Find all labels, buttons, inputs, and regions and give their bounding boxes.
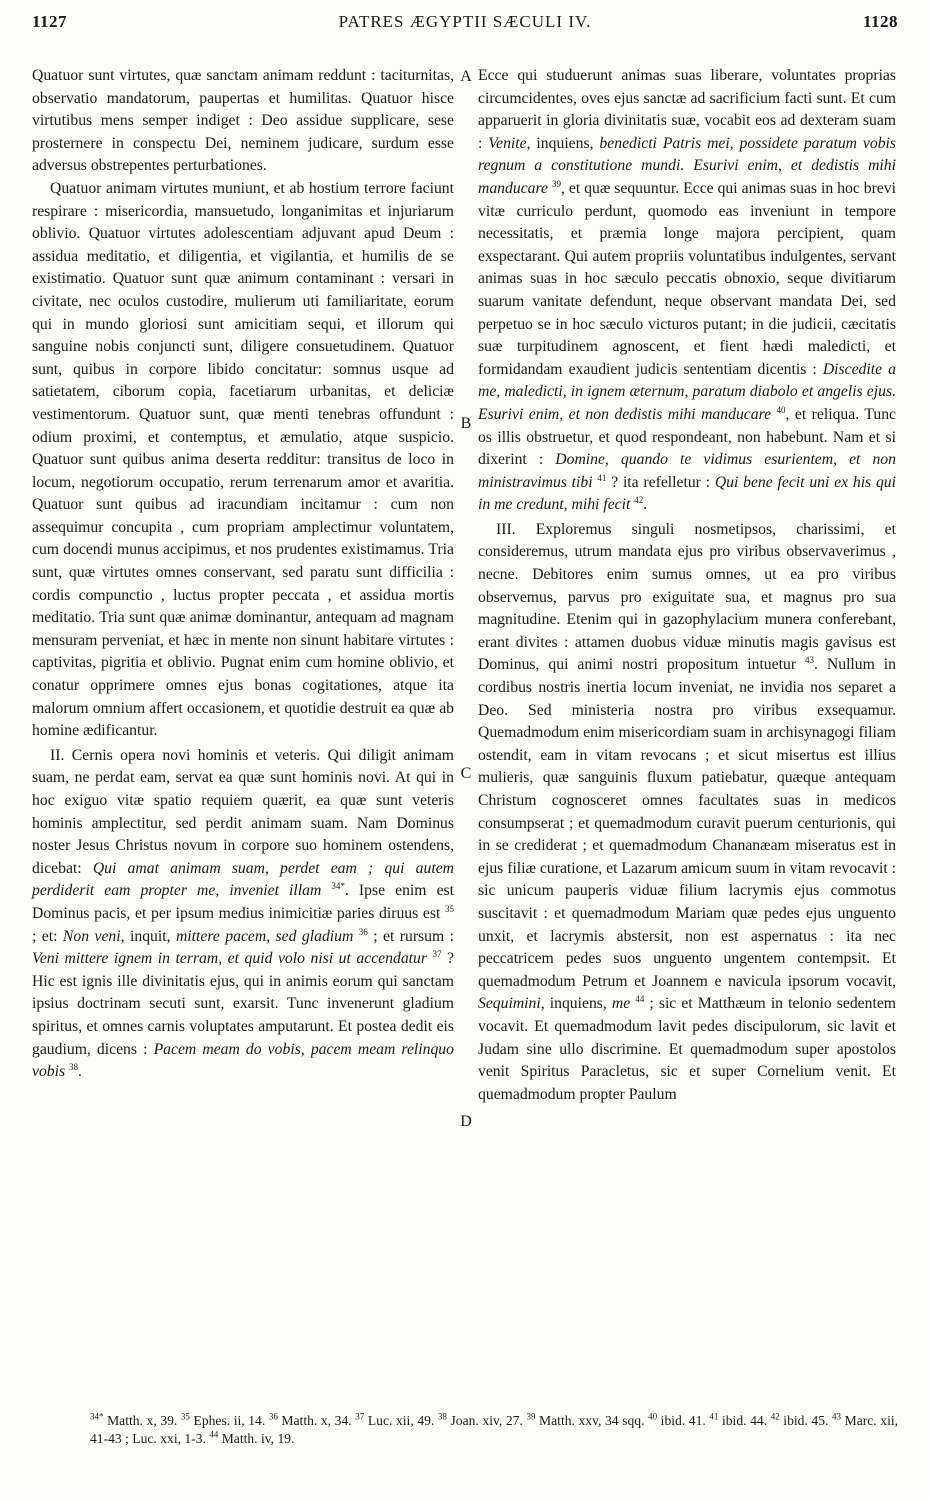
section-paragraph: II. Cernis opera novi hominis et veteris. Qui diligit animam suam, ne perdat eam, servat ea quæ sunt hominis novi. At qui in hoc exiguo vitæ spatio requiem quærit, ea quæ sunt veteris hominis amplectitur, sed perdit animam suam. Nam Dominus noster Jesus Christus novum in corpore suo hominem ostendens, dicebat: Qui amat animam suam, perdet eam ; qui autem perdiderit eam propter me, inveniet illam $^{34*}$. Ipse enim est Dominus pacis, et per ipsum medius inimicitiæ paries diruus est $^{35}$ ; et: Non veni, inquit, mittere pacem, sed gladium $^{36}$ ; et rursum : Veni mittere ignem in terram, et quid volo nisi ut accendatur $^{37}$ ? Hic est ignis ille divinitatis ejus, qui in animis eorum qui sanctam ipsius doctrinam secuti sunt, exarsit. Tunc invenerunt gladium spiritus, et omnes carnis voluptates amputarunt. Et postea dedit eis gaudium, dicens : Pacem meam do vobis, pacem meam relinquo vobis $^{38}$. [32,746,455,1081]
paragraph: Quatuor animam virtutes muniunt, et ab hostium terrore faciunt respirare : misericordia, mansuetudo, longanimitas et injuriarum oblivio. Quatuor virtutes adolescentiam adjuvant apud Deum : assidua meditatio, et diligentia, et vigilantia, et humilis de se existimatio. Quatuor sunt quæ animum contaminant : versari in civitate, nec oculos custodire, mulierum uti familiaritate, eorum qui in mundo gloriosi sunt amicitiam sequi, et illorum qui sanguine nobis conjuncti sunt, diligere consuetudinem. Quatuor sunt, quibus in corpore libido concitatur: somnus usque ad satietatem, ciborum copia, facetiarum urbanitas, et deliciæ vestimentorum. Quatuor sunt, quæ menti tenebras offundunt : odium proximi, et contemptus, et æmulatio, atque suspicio. Quatuor sunt quibus anima deserta redditur: transitus de loco in locum, negotiorum occupatio, rerum terrenarum amor et avaritia. Quatuor sunt quibus ad iracundiam incitamur : cum non assequimur concupita , cum propriam amplectimur voluntatem, cum docendi munus accipimus, et nos prudentes existimamus. Tria sunt, quæ virtutes omnes conservant, sed paratu sunt difficilia : cordis compunctio , luctus propter peccata , et assidua mortis meditatio. Tria sunt quæ animæ dominantur, antequam ad magnam mensuram perveniat, et hæc in mente non sinunt habitare virtutes : captivitas, pigritia et oblivio. Pugnat enim cum homine oblivio, et conatur opprimere omnes ejus bonas cogitationes, atque ita malorum omnium affert occasionem, et quotidie destruit ea quæ ab homine ædificantur. [32,179,454,740]
paragraph: Quatuor sunt virtutes, quæ sanctam animam reddunt : taciturnitas, observatio mandatorum, paupertas et humilitas. Quatuor hisce virtutibus mens semper indiget : Deo assidue supplicare, sese prosternere in conspectu Dei, neminem judicare, surdum esse adversus obstrepentes perturbationes. [32,67,454,175]
running-title: PATRES ÆGYPTII SÆCULI IV. [338,12,592,31]
right-column [478,65,896,1106]
margin-letter-b: B [460,415,472,432]
page-number-left: 1127 [32,12,68,31]
margin-letter-c: C [460,765,472,782]
section-paragraph: III. Exploremus singuli nosmetipsos, charissimi, et consideremus, utrum mandata ejus pro viribus observaverimus , necne. Debitores enim sumus omnes, ut ea pro viribus observemus, parvus pro exiguitate sua, et magnus pro sua magnitudine. Etenim qui in gazophylacium munera conferebant, erant divites : attamen duobus viduæ minutis magis gavisus est Dominus, qui animi nostri propositum intuetur $^{43}$. Nullum in cordibus nostris inertia locum inveniat, ne invidia nos separet a Deo. Sed ministeria nostra pro viribus exsequamur. Quemadmodum enim misericordiam suam in archisynagogi filiam ostendit, eam in vitam revocans ; et sicut misertus est illius mulieris, quæ sanguinis fluxum patiebatur, quæque antequam Christum cognosceret omnes facultates suas in medicos consumpserat ; et quemadmodum curavit puerum centurionis, qui in se crediderat ; et quemadmodum Chananæam miseratus est in ejus filiæ curatione, et Lazarum amicum suum in vitam revocavit : sic unicum pauperis viduæ filium lacrymis ejus commotus suscitavit : et quemadmodum Mariam quæ pedes ejus unguento unxit, et lacrymis abstersit, non est aspernatus : ita nec peccatricem pedes suos unguento ungentem contempsit. Et quemadmodum Petrum et Joannem e navicula ipsorum vocavit, Sequimini, inquiens, me $^{44}$ ; sic et Matthæum in telonio sedentem vocavit. Et quemadmodum lavit pedes discipulorum, sic lavit et Judam sine ullo discrimine. Et quemadmodum super apostolos venit Spiritus Paracletus, sic et super Cornelium venit. Et quemadmodum propter Paulum [478,520,897,1103]
page-header [32,6,898,36]
margin-letter-a: A [460,68,472,85]
margin-letter-d: D [460,1113,472,1130]
footnotes: $^{34*}$ Matth. x, 39. $^{35}$ Ephes. ii, 14. $^{36}$ Matth. x, 34. $^{37}$ Luc. xii, 49. $^{38}$ Joan. xiv, 27. $^{39}$ Matth. xxv, 34 sqq. $^{40}$ ibid. 41. $^{41}$ ibid. 44. $^{42}$ ibid. 45. $^{43}$ Marc. xii, 41-43 ; Luc. xxi, 1-3. $^{44}$ Matth. iv, 19. [90,1411,899,1446]
paragraph: Ecce qui studuerunt animas suas liberare, voluntates proprias circumcidentes, oves ejus sanctæ ad sacrificium facti sunt. Et cum apparuerit in gloria divinitatis suæ, vocabit eos ad dexteram suam : Venite, inquiens, benedicti Patris mei, possidete paratum vobis regnum a constitutione mundi. Esurivi enim, et dedistis mihi manducare $^{39}$, et quæ sequuntur. Ecce qui animas suas in hoc brevi vitæ curriculo perdunt, quomodo eas inveniunt in tempore necessitatis, et præmia longe majora percipient, quam exspectarant. Qui autem propriis voluntatibus indulgentes, servant animas suas in hoc sæculo peccatis obnoxio, seque divitiarum suarum vanitate defendunt, neque observant mandata Dei, sed perpetuo se in hoc sæculo victuros putant; in die judicii, cæcitatis suæ turpitudinem agnoscent, et fient hædi maledicti, et formidandam exaudient judicis sententiam dicentis : Discedite a me, maledicti, in ignem æternum, paratum diabolo et angelis ejus. Esurivi enim, et non dedistis mihi manducare $^{40}$, et reliqua. Tunc os illis obstruetur, et quod respondeant, non habebunt. Nam et si dixerint : Domine, quando te vidimus esurientem, et non ministravimus tibi $^{41}$ ? ita refelletur : Qui bene fecit uni ex his qui in me credunt, mihi fecit $^{42}$. [478,67,897,514]
left-column [32,65,454,1084]
page-number-right: 1128 [862,12,898,31]
